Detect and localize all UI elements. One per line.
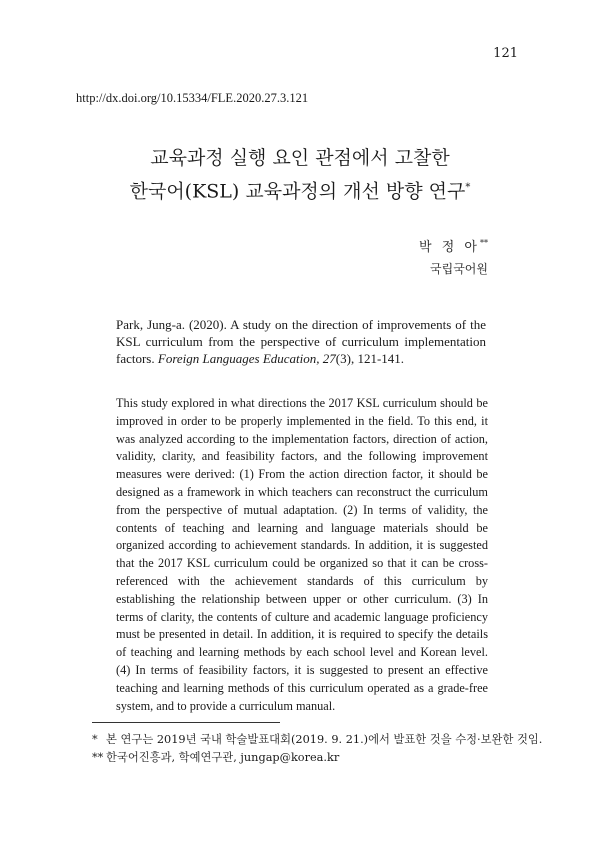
footnote-2-mark: ** xyxy=(92,751,104,764)
footnote-divider xyxy=(92,722,280,723)
author-affiliation: 국립국어원 xyxy=(430,262,488,276)
title-line-2-text: 한국어(KSL) 교육과정의 개선 방향 연구 xyxy=(129,180,466,203)
footnote-2-text: 한국어진흥과, 학예연구관, jungap@korea.kr xyxy=(106,751,340,764)
footnote-1-text: 본 연구는 2019년 국내 학술발표대회(2019. 9. 21.)에서 발표한 것을 수정·보완한 것임. xyxy=(106,733,543,746)
footnotes xyxy=(92,731,543,767)
footnote-1 xyxy=(92,731,543,749)
title-footnote-mark: * xyxy=(465,182,471,193)
citation-issue-pages: (3), 121-141. xyxy=(335,351,405,366)
page-number: 121 xyxy=(493,46,518,61)
author-name xyxy=(419,236,488,255)
citation-text: Park, Jung-a. (2020). A study on the direction of improvements of the KSL curriculum from the perspective of curriculum implementation factors. xyxy=(116,317,486,366)
title-line-1: 교육과정 실행 요인 관점에서 고찰한 xyxy=(150,147,450,169)
author-name-text: 박 정 아 xyxy=(419,240,480,255)
citation-journal: Foreign Languages Education, 27 xyxy=(157,351,336,366)
citation xyxy=(116,316,486,367)
footnote-1-mark: * xyxy=(92,733,98,746)
footnote-2 xyxy=(92,749,532,767)
doi-link[interactable]: http://dx.doi.org/10.15334/FLE.2020.27.3.121 xyxy=(76,91,309,105)
author-footnote-mark: ** xyxy=(480,238,488,248)
abstract: This study explored in what directions the 2017 KSL curriculum should be improved in order to be properly implemented in the field. To this end, it was analyzed according to the implementation factors, direction of action, validity, clarity, and feasibility factors, and the following improvement measures were derived: (1) From the action direction factor, it should be designed as a framework in which teachers can reconstruct the curriculum from the perspective of mutual adaptation. (2) In terms of validity, the contents of teaching and learning and language materials should be organized according to achievement standards. In addition, it is suggested that the 2017 KSL curriculum could be organized so that it can be cross-referenced with the achievement standards of this curriculum by establishing the relationship between upper or other curriculum. (3) In terms of clarity, the contents of culture and academic language proficiency must be presented in detail. In addition, it is required to specify the details of teaching and learning methods by each school level and Korean level. (4) In terms of feasibility factors, it is suggested to present an effective teaching and learning methods of this curriculum operated as a grade-free system, and to provide a curriculum manual. xyxy=(116,396,488,713)
paper-title xyxy=(0,144,600,206)
title-line-2 xyxy=(0,173,600,206)
